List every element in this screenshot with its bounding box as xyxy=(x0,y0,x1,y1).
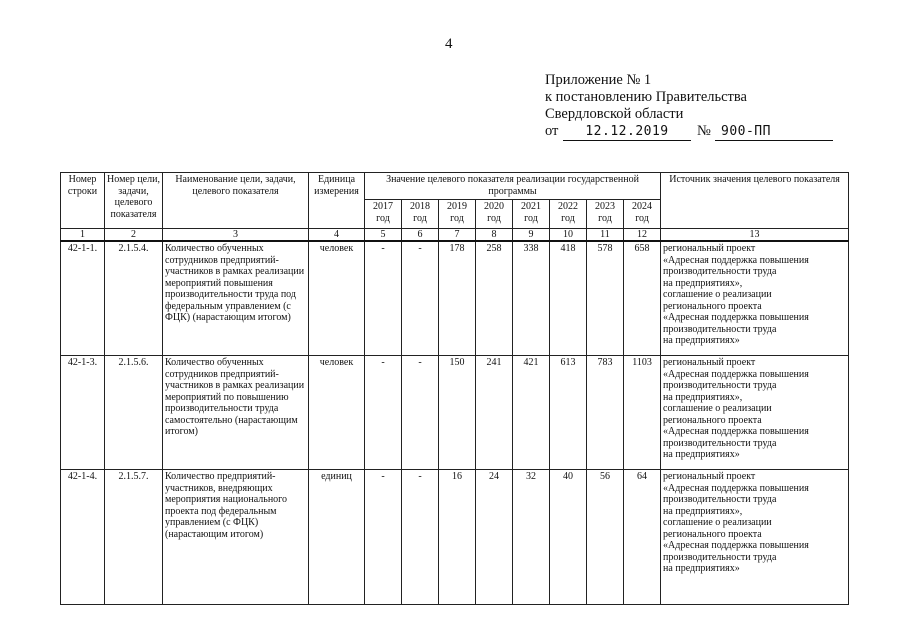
appendix-header xyxy=(545,72,771,141)
page-number: 4 xyxy=(445,36,453,52)
value-2023: 578 xyxy=(587,241,624,356)
goal-number: 2.1.5.7. xyxy=(105,470,163,605)
goal-number: 2.1.5.6. xyxy=(105,356,163,470)
source-line: «Адресная поддержка повышения xyxy=(663,312,809,323)
column-number: 1 xyxy=(61,229,105,242)
column-number: 13 xyxy=(661,229,849,242)
header-year: 2021 год xyxy=(513,200,550,229)
source-line: производительности труда xyxy=(663,266,777,277)
header-year: 2019 год xyxy=(439,200,476,229)
source-line: соглашение о реализации xyxy=(663,517,772,528)
value-2022: 418 xyxy=(550,241,587,356)
header-year: 2017 год xyxy=(365,200,402,229)
appendix-line3: Свердловской области xyxy=(545,106,684,122)
column-number: 3 xyxy=(163,229,309,242)
unit: единиц xyxy=(309,470,365,605)
unit: человек xyxy=(309,356,365,470)
source-line: региональный проект xyxy=(663,243,756,254)
indicator-name: Количество предприятий-участников, внедряющих мероприятия национального проекта под федеральным управлением (с ФЦК) (нарастающим итогом) xyxy=(163,470,309,605)
header-row-number: Номер строки xyxy=(61,173,105,229)
source-line: «Адресная поддержка повышения xyxy=(663,540,809,551)
source-line: производительности труда xyxy=(663,494,777,505)
indicators-table xyxy=(60,172,849,605)
value-2021: 338 xyxy=(513,241,550,356)
column-number: 5 xyxy=(365,229,402,242)
value-2022: 613 xyxy=(550,356,587,470)
column-number: 7 xyxy=(439,229,476,242)
value-2020: 258 xyxy=(476,241,513,356)
value-2019: 178 xyxy=(439,241,476,356)
header-year: 2022 год xyxy=(550,200,587,229)
source-line: на предприятиях» xyxy=(663,563,740,574)
table-row xyxy=(61,356,849,470)
value-2024: 1103 xyxy=(624,356,661,470)
value-2023: 783 xyxy=(587,356,624,470)
value-2017: - xyxy=(365,241,402,356)
indicator-name: Количество обученных сотрудников предприятий-участников в рамках реализации мероприятий повышения производительности труда под федеральным управлением (с ФЦК) (нарастающим итогом) xyxy=(163,241,309,356)
value-2019: 16 xyxy=(439,470,476,605)
header-name: Наименование цели, задачи, целевого показателя xyxy=(163,173,309,229)
appendix-title: Приложение № 1 xyxy=(545,72,652,88)
column-number: 9 xyxy=(513,229,550,242)
header-year: 2018 год xyxy=(402,200,439,229)
source-line: регионального проекта xyxy=(663,528,762,540)
column-number: 8 xyxy=(476,229,513,242)
source-line: производительности труда xyxy=(663,323,777,335)
row-number: 42-1-3. xyxy=(61,356,105,470)
value-2018: - xyxy=(402,470,439,605)
column-number: 10 xyxy=(550,229,587,242)
source-line: соглашение о реализации xyxy=(663,289,772,300)
indicator-source xyxy=(661,356,849,470)
value-2021: 421 xyxy=(513,356,550,470)
header-year: 2023 год xyxy=(587,200,624,229)
source-line: «Адресная поддержка повышения xyxy=(663,368,809,380)
table-header-row xyxy=(61,173,849,200)
header-year: 2020 год xyxy=(476,200,513,229)
source-line: производительности труда xyxy=(663,380,777,391)
header-unit: Единица измерения xyxy=(309,173,365,229)
source-line: на предприятиях» xyxy=(663,335,740,346)
header-goal-number: Номер цели, задачи, целевого показателя xyxy=(105,173,163,229)
table-row xyxy=(61,470,849,605)
number-label: № xyxy=(697,123,711,139)
header-year: 2024 год xyxy=(624,200,661,229)
source-line: «Адресная поддержка повышения xyxy=(663,426,809,437)
source-line: регионального проекта xyxy=(663,414,762,426)
source-line: производительности труда xyxy=(663,437,777,449)
source-line: производительности труда xyxy=(663,551,777,563)
indicator-source xyxy=(661,241,849,356)
column-number: 2 xyxy=(105,229,163,242)
value-2018: - xyxy=(402,241,439,356)
source-line: на предприятиях» xyxy=(663,449,740,460)
value-2017: - xyxy=(365,470,402,605)
date-number-line xyxy=(545,123,771,141)
unit: человек xyxy=(309,241,365,356)
source-line: на предприятиях», xyxy=(663,505,743,517)
value-2022: 40 xyxy=(550,470,587,605)
row-number: 42-1-4. xyxy=(61,470,105,605)
source-line: соглашение о реализации xyxy=(663,403,772,414)
appendix-line2: к постановлению Правительства xyxy=(545,89,747,105)
source-line: региональный проект xyxy=(663,357,756,368)
column-number: 12 xyxy=(624,229,661,242)
value-2024: 658 xyxy=(624,241,661,356)
header-values-group: Значение целевого показателя реализации государственной программы xyxy=(365,173,661,200)
value-2018: - xyxy=(402,356,439,470)
header-source: Источник значения целевого показателя xyxy=(661,173,849,229)
column-number: 4 xyxy=(309,229,365,242)
column-number: 6 xyxy=(402,229,439,242)
value-2020: 24 xyxy=(476,470,513,605)
table-row xyxy=(61,241,849,356)
value-2020: 241 xyxy=(476,356,513,470)
value-2024: 64 xyxy=(624,470,661,605)
source-line: на предприятиях», xyxy=(663,277,743,289)
ot-label: от xyxy=(545,123,559,139)
value-2017: - xyxy=(365,356,402,470)
source-line: «Адресная поддержка повышения xyxy=(663,254,809,266)
goal-number: 2.1.5.4. xyxy=(105,241,163,356)
value-2021: 32 xyxy=(513,470,550,605)
source-line: «Адресная поддержка повышения xyxy=(663,482,809,494)
source-line: региональный проект xyxy=(663,471,756,482)
source-line: регионального проекта xyxy=(663,300,762,312)
source-line: на предприятиях», xyxy=(663,391,743,403)
column-number-row xyxy=(61,229,849,242)
value-2023: 56 xyxy=(587,470,624,605)
indicator-source xyxy=(661,470,849,605)
value-2019: 150 xyxy=(439,356,476,470)
decree-date: 12.12.2019 xyxy=(563,123,691,141)
column-number: 11 xyxy=(587,229,624,242)
decree-number: 900-ПП xyxy=(715,123,833,141)
indicator-name: Количество обученных сотрудников предприятий-участников в рамках реализации мероприятий по повышению производительности труда самостоятельно (нарастающим итогом) xyxy=(163,356,309,470)
row-number: 42-1-1. xyxy=(61,241,105,356)
